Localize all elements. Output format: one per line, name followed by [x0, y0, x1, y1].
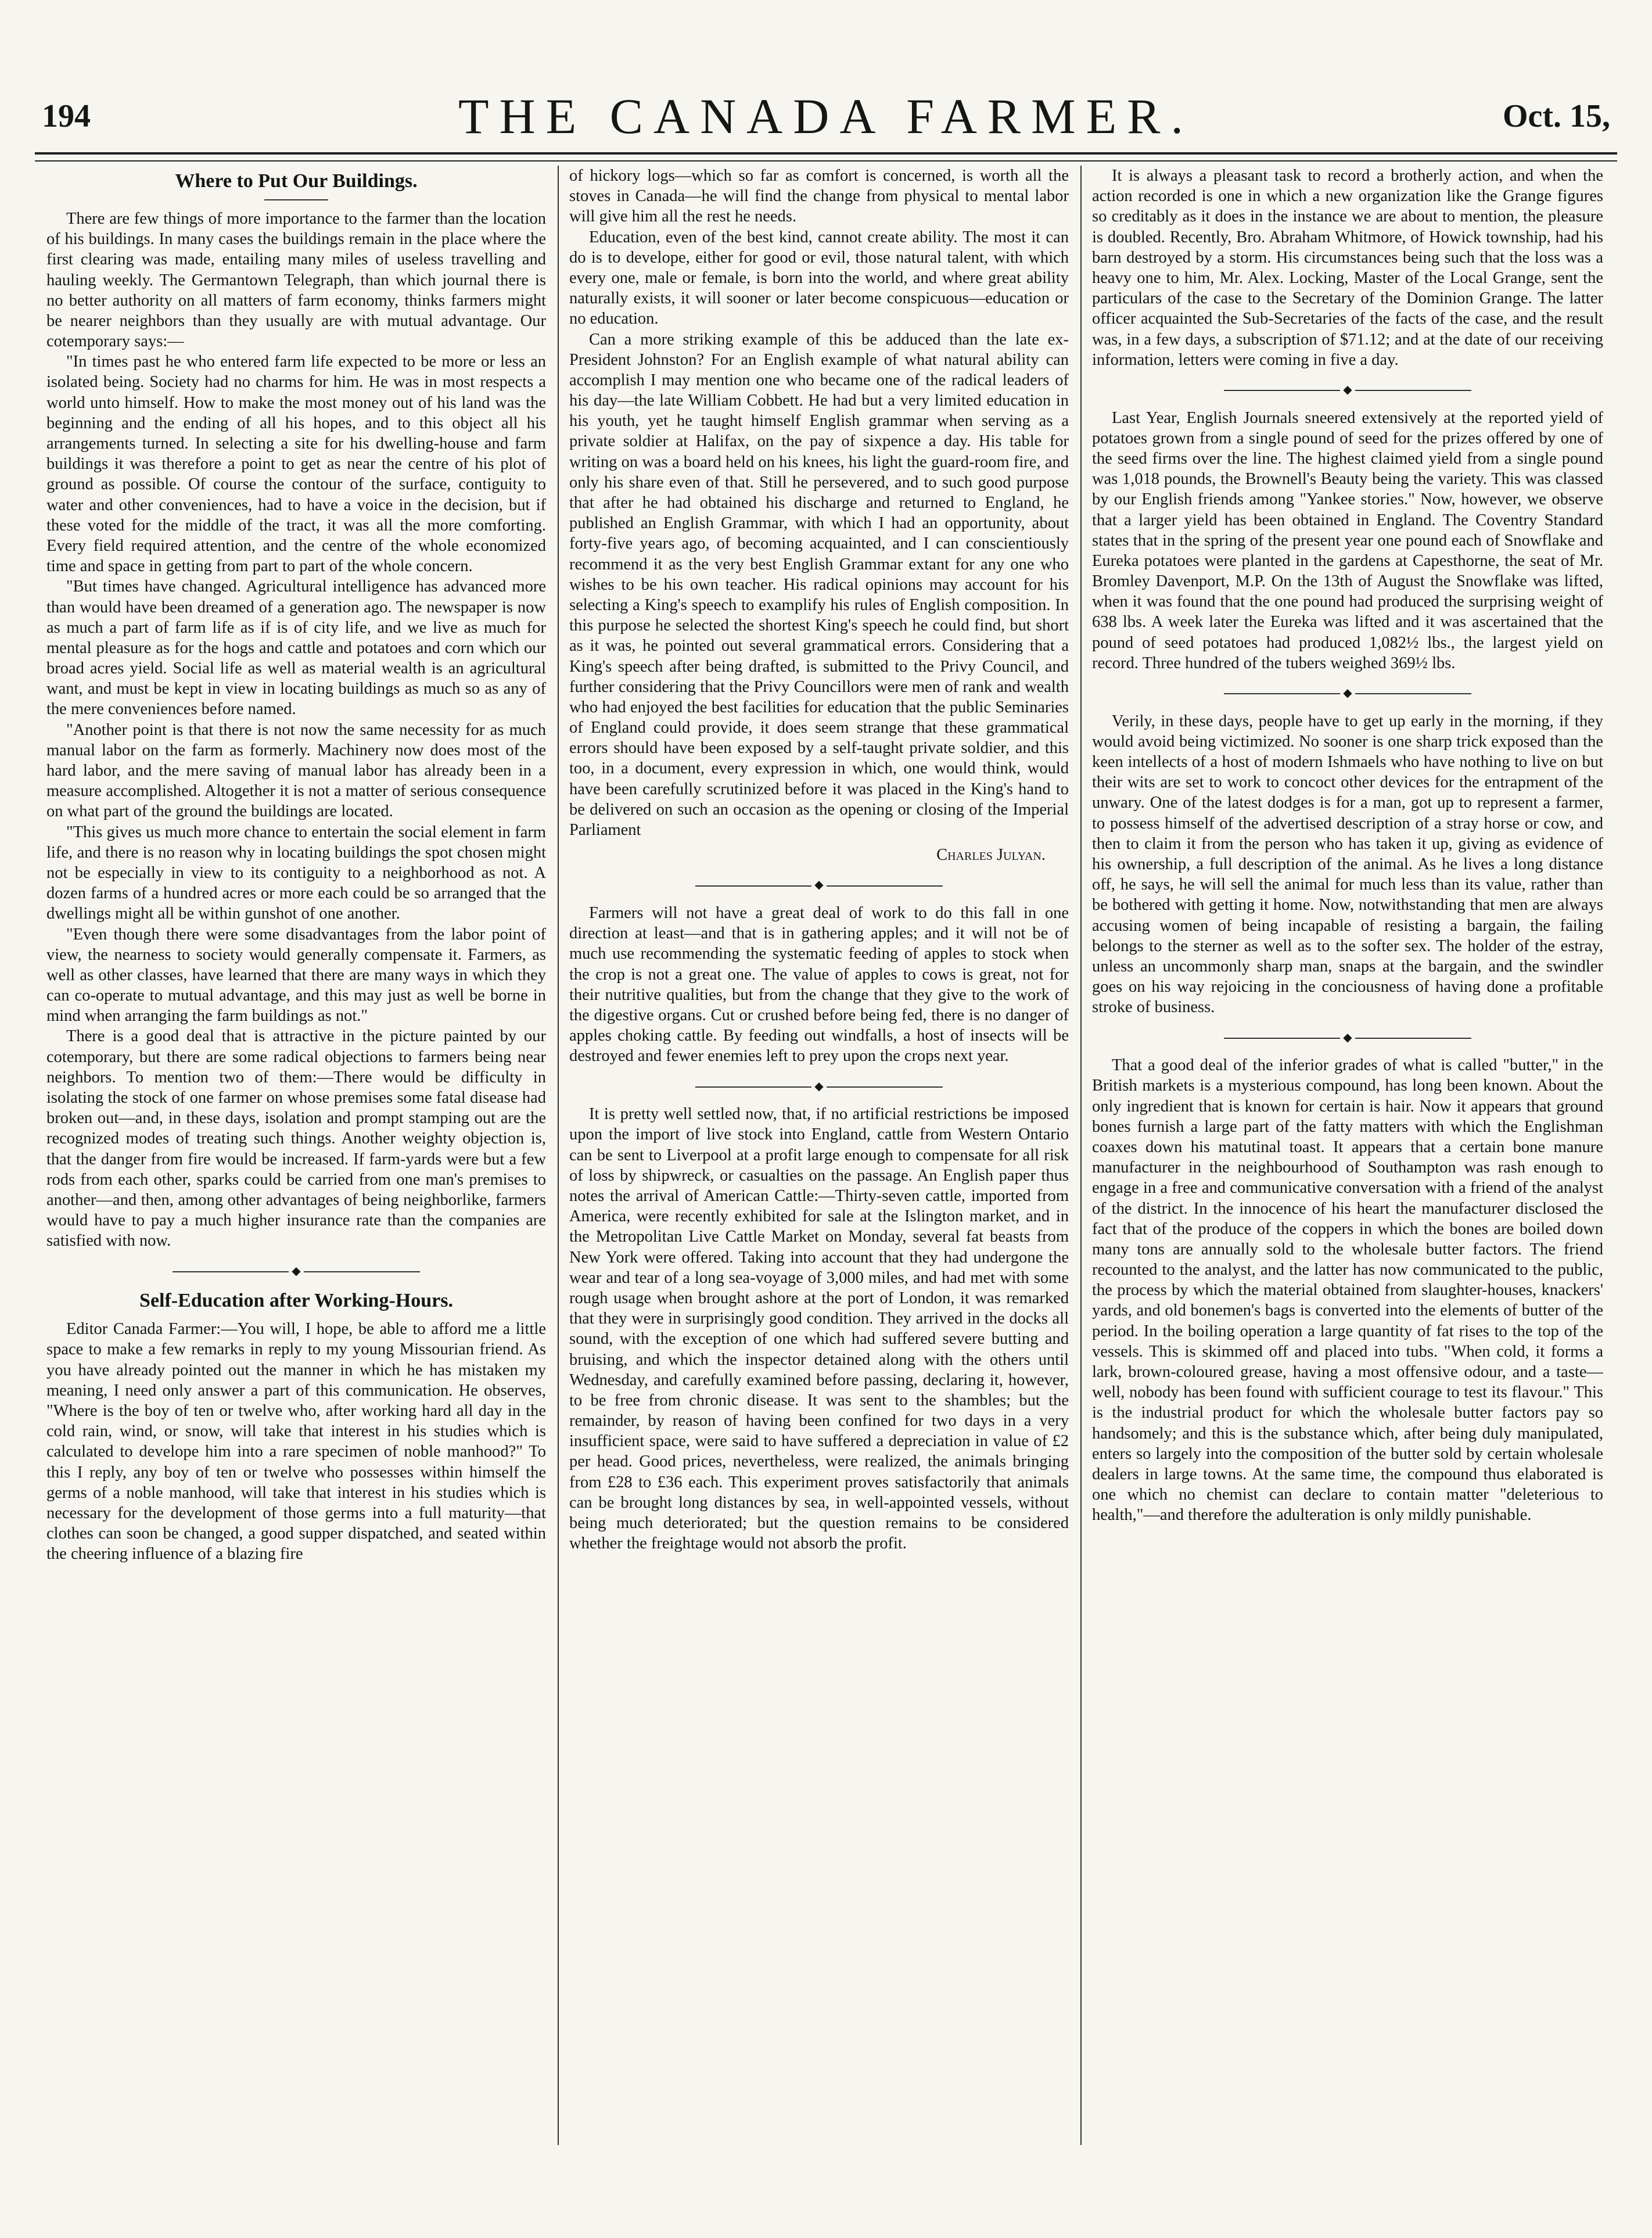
author-signature: Charles Julyan.	[936, 846, 1046, 865]
section-ornament: ◆	[569, 878, 1069, 892]
article-paragraph: of hickory logs—which so far as comfort is concerned, is worth all the stoves in Canada—he will find the change from physical to mental labor will give him all the rest he needs.	[569, 167, 1069, 226]
section-ornament: ◆	[1092, 1031, 1603, 1045]
column-1	[46, 166, 546, 2162]
headline-rule	[264, 199, 328, 200]
article-headline: Self-Education after Working-Hours.	[139, 1290, 453, 1312]
article-paragraph: That a good deal of the inferior grades of what is called "butter," in the British markets is a mysterious compound, has long been known. About the only ingredient that is known for certain is hair. Now it appears that ground bones furnish a large part of the fatty matters with which the Englishman coaxes down his matutinal toast. It appears that a certain bone manure manufacturer in the neighbourhood of Southampton was rash enough to engage in a free and communicative conversation with a friend of the analyst of the district. In the innocence of his heart the manufacturer disclosed the fact that of the produce of the coppers in which the bones are boiled down many tons are annually sold to the wholesale butter factors. The friend recounted to the analyst, and the latter has now communicated to the public, the process by which the material obtained from slaughter-houses, knackers' yards, and old bonemen's bags is converted into the elements of butter of the period. In the boiling operation a large quantity of fat rises to the top of the vessels. This is skimmed off and placed into tubs. "When cold, it forms a lark, brown-coloured grease, having a most offensive odour, and a taste—well, nobody has been found with sufficient courage to test its flavour." This is the industrial product for which the wholesale butter factors pay so handsomely; and this is the substance which, after being duly manipulated, enters so largely into the composition of the butter sold by certain wholesale dealers in large towns. At the same time, the compound thus elaborated is one which no chemist can declare to contain matter "deleterious to health,"—and therefore the adulteration is only mildly punishable.	[1092, 1056, 1603, 1525]
article-paragraph: It is always a pleasant task to record a brotherly action, and when the action recorded is one in which a new organization like the Grange figures so creditably as it does in the instance we are about to mention, the pleasure is doubled. Recently, Bro. Abraham Whitmore, of Howick township, had his barn destroyed by a storm. His circumstances being such that the loss was a heavy one to him, Mr. Alex. Locking, Master of the Local Grange, sent the particulars of the case to the Secretary of the Dominion Grange. The latter officer acquainted the Sub-Secretaries of the facts of the case, and the result was, in a few days, a subscription of $71.12; and at the date of our receiving information, letters were coming in five a day.	[1092, 167, 1603, 369]
article-headline: Where to Put Our Buildings.	[175, 170, 418, 192]
section-ornament: ◆	[569, 1079, 1069, 1094]
article-paragraph: "Even though there were some disadvantages from the labor point of view, the nearness to society would generally compensate it. Farmers, as well as other classes, have learned that there are many ways in which they can co-operate to mutual advantage, and this may just as well be borne in mind when arranging the farm buildings as not."	[46, 925, 546, 1025]
article-paragraph: Farmers will not have a great deal of work to do this fall in one direction at least—and that is in gathering apples; and it will not be of much use recommending the systematic feeding of apples to stock when the crop is not a great one. The value of apples to cows is great, not for their nutritive qualities, but from the change that they give to the work of the digestive organs. Cut or crushed before being fed, there is no danger of apples choking cattle. By feeding out windfalls, a host of insects will be destroyed and fewer enemies left to prey upon the crops next year.	[569, 904, 1069, 1066]
column-divider	[558, 166, 559, 2145]
section-ornament: ◆	[1092, 383, 1603, 397]
article-paragraph: Education, even of the best kind, cannot create ability. The most it can do is to develope, either for good or evil, those natural talent, with which every one, male or female, is born into the world, and where great ability naturally exists, it will sooner or later become conspicuous—education or no education.	[569, 228, 1069, 328]
article-paragraph: Editor Canada Farmer:—You will, I hope, be able to afford me a little space to make a few remarks in reply to my young Missourian friend. As you have already pointed out the manner in which he has mistaken my meaning, I need only answer a part of this communication. He observes, "Where is the boy of ten or twelve who, after working hard all day in the cold rain, wind, or snow, will take that interest in his studies which is calculated to develope him into a rare specimen of noble manhood?" To this I reply, any boy of ten or twelve who possesses within himself the germs of a noble manhood, will take that interest in his studies which is necessary for the development of those germs into a full maturity—that clothes can soon be changed, a good supper dispatched, and seated within the cheering influence of a blazing fire	[46, 1320, 546, 1563]
article-paragraph: Verily, in these days, people have to get up early in the morning, if they would avoid being victimized. No sooner is one sharp trick exposed than the keen intellects of a host of modern Ishmaels who have nothing to live on but their wits are set to work to concoct other devices for the entrapment of the unwary. One of the latest dodges is for a man, got up to represent a farmer, to possess himself of the advertised description of a stray horse or cow, and then to claim it from the person who has taken it up, giving as evidence of his ownership, a full description of the animal. As he lives a long distance off, he says, he will sell the animal for much less than its value, rather than be bothered with getting it home. Now, notwithstanding that men are always accusing women of being incapable of resisting a bargain, the failing belongs to the sterner as well as to the softer sex. The holder of the estray, unless an uncommonly sharp man, snaps at the bargain, and the swindler goes on his way rejoicing in the conciousness of having done a profitable stroke of business.	[1092, 712, 1603, 1017]
column-3	[1092, 166, 1603, 2162]
column-2	[569, 166, 1069, 2162]
article-paragraph: Last Year, English Journals sneered extensively at the reported yield of potatoes grown from a single pound of seed for the prizes offered by one of the seed firms over the line. The highest claimed yield from a single pound was 1,018 pounds, the Brownell's Beauty being the variety. This was classed by our English friends among "Yankee stories." Now, however, we observe that a larger yield has been obtained in England. The Coventry Standard states that in the spring of the present year one pound each of Snowflake and Eureka potatoes were planted in the gardens at Capesthorne, the seat of Mr. Bromley Davenport, M.P. On the 13th of August the Snowflake was lifted, when it was found that the one pound had produced the surprising weight of 638 lbs. A week later the Eureka was lifted and it was ascertained that the pound of seed potatoes had produced 1,082½ lbs., the largest yield on record. Three hundred of the tubers weighed 369½ lbs.	[1092, 408, 1603, 672]
newspaper-title: THE CANADA FARMER.	[458, 88, 1194, 144]
masthead-rule	[35, 152, 1617, 162]
issue-date: Oct. 15,	[1502, 98, 1610, 134]
section-ornament: ◆	[46, 1264, 546, 1279]
article-paragraph: Can a more striking example of this be adduced than the late ex-President Johnston? For an English example of what natural ability can accomplish I may mention one who became one of the radical leaders of his day—the late William Cobbett. He had but a very limited education in his youth, yet he taught himself English grammar when serving as a private soldier at Halifax, on the pay of sixpence a day. His table for writing on was a board held on his knees, his light the guard-room fire, and only his share even of that. Still he persevered, and to such good purpose that after he had obtained his discharge and returned to England, he published an English Grammar, with which I had an opportunity, about forty-five years ago, of becoming acquainted, and I can conscientiously recommend it as the very best English Grammar extant for any one who wishes to be his own teacher. His radical opinions may account for his selecting a King's speech to examplify his rules of English composition. In this purpose he selected the shortest King's speech he could find, but short as it was, he pointed out several grammatical errors. Considering that a King's speech after being drafted, is submitted to the Privy Council, and further considering that the Privy Councillors were men of rank and wealth who had enjoyed the best facilities for education that the public Seminaries of England could provide, it does seem strange that these grammatical errors should have been exposed by a self-taught private soldier, and this too, in a document, every expression in which, one would think, would have been carefully scrutinized before it was placed in the King's hand to be delivered on such an occasion as the opening or closing of the Imperial Parliament	[569, 330, 1069, 839]
article-paragraph: "But times have changed. Agricultural intelligence has advanced more than would have been dreamed of a generation ago. The newspaper is now as much a part of farm life as if is of city life, and we live as much for mental pleasure as for the hogs and cattle and potatoes and corn which our broad acres yield. Social life as well as material wealth is an agricultural want, and must be kept in view in locating buildings as much so as any of the mere conveniences before named.	[46, 578, 546, 719]
article-paragraph: It is pretty well settled now, that, if no artificial restrictions be imposed upon the import of live stock into England, cattle from Western Ontario can be sent to Liverpool at a profit large enough to compensate for all risk of loss by shipwreck, or casualties on the passage. An English paper thus notes the arrival of American Cattle:—Thirty-seven cattle, imported from America, were recently exhibited for sale at the Islington market, and in the Metropolitan Live Cattle Market on Monday, several fat beasts from New York were offered. Taking into account that they had undergone the wear and tear of a long sea-voyage of 3,000 miles, and had met with some rough usage when brought ashore at the port of London, it was remarked that they were in surprisingly good condition. They arrived in the docks all sound, with the exception of one which had suffered severe butting and bruising, and which the inspector detained along with the others until Wednesday, and carefully examined before passing, declaring it, however, to be free from chronic disease. It was sent to the shambles; but the remainder, by reason of having been confined for two days in a very insufficient space, were said to have suffered a depreciation in value of £2 per head. Good prices, nevertheless, were realized, the animals bringing from £28 to £36 each. This experiment proves satisfactorily that animals can be brought long distances by sea, in well-appointed vessels, without being much deteriorated; but the question remains to be considered whether the freightage would not absorb the profit.	[569, 1105, 1069, 1553]
article-paragraph: "Another point is that there is not now the same necessity for as much manual labor on the farm as formerly. Machinery now does most of the hard labor, and the mere saving of manual labor has already been in a measure accomplished. Altogether it is not a matter of serious consequence on what part of the ground the buildings are located.	[46, 720, 546, 821]
masthead	[35, 87, 1617, 151]
column-divider	[1080, 166, 1082, 2145]
article-paragraph: There is a good deal that is attractive in the picture painted by our cotemporary, but there are some radical objections to farmers being near neighbors. To mention two of them:—There would be difficulty in isolating the stock of one farmer on whose premises some fatal disease had broken out—and, in these days, isolation and prompt stamping out are the recognized modes of treating such things. Another weighty objection is, that the danger from fire would be increased. If farm-yards were but a few rods from each other, sparks could be carried from one man's premises to another—and then, among other advantages of being neighborlike, farmers would have to pay a much higher insurance rate than the companies are satisfied with now.	[46, 1027, 546, 1250]
article-paragraph: "In times past he who entered farm life expected to be more or less an isolated being. Society had no charms for him. He was in most respects a world unto himself. How to make the most money out of his land was the beginning and the ending of all his hopes, and to this object all his arrangements turned. In selecting a site for his dwelling-house and farm buildings it was therefore a point to get as near the centre of his plot of ground as possible. Of course the contour of the surface, contiguity to water and other conveniences, had to have a voice in the decision, but if these voted for the middle of the tract, it was all the more comforting. Every field required attention, and the centre of the whole economized time and space in getting from part to part of the whole concern.	[46, 353, 546, 576]
section-ornament: ◆	[1092, 686, 1603, 701]
article-paragraph: There are few things of more importance to the farmer than the location of his buildings. In many cases the buildings remain in the place where the first clearing was made, entailing many miles of useless travelling and hauling weekly. The Germantown Telegraph, than which journal there is no better authority on all matters of farm economy, thinks farmers might be nearer neighbors than they usually are with mutual advantage. Our cotemporary says:—	[46, 209, 546, 351]
article-paragraph: "This gives us much more chance to entertain the social element in farm life, and there is no reason why in locating buildings the spot chosen might not be especially in view to its contiguity to a neighborhood as not. A dozen farms of a hundred acres or more each could be so arranged that the dwellings might all be within gunshot of one another.	[46, 823, 546, 923]
page-number: 194	[42, 98, 91, 134]
